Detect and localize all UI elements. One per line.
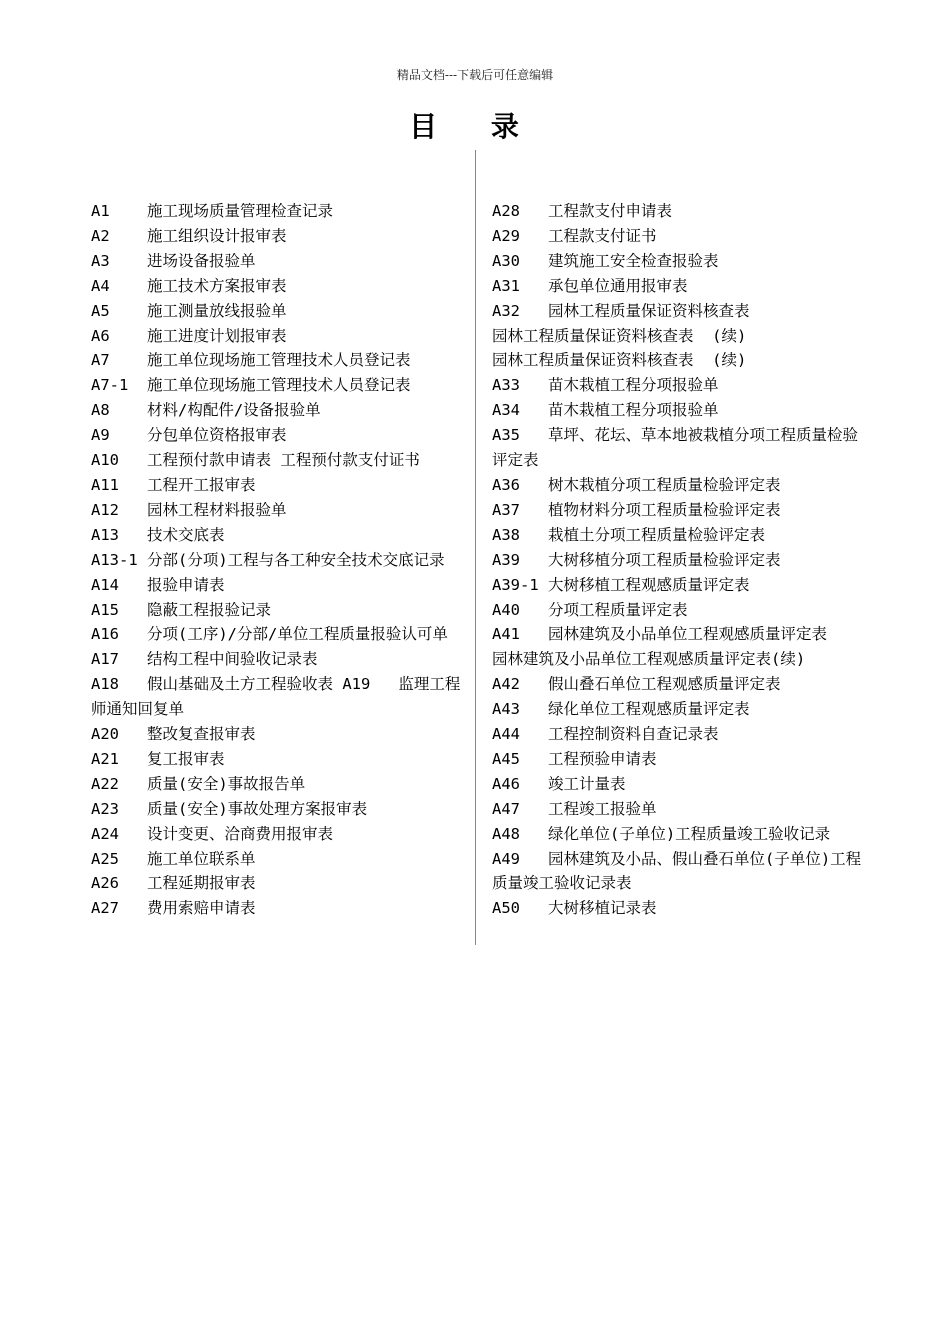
- toc-entry: A26 工程延期报审表: [91, 874, 256, 893]
- toc-entry: A20 整改复查报审表: [91, 725, 256, 744]
- toc-entry: A25 施工单位联系单: [91, 849, 256, 868]
- toc-entry: A16 分项(工序)/分部/单位工程质量报验认可单: [91, 625, 448, 644]
- toc-entry: A8 材料/构配件/设备报验单: [91, 401, 321, 420]
- toc-entry: A45 工程预验申请表: [492, 749, 657, 768]
- toc-entry: A1 施工现场质量管理检查记录: [91, 202, 333, 220]
- toc-entry: 园林工程质量保证资料核查表 (续): [492, 326, 747, 345]
- toc-entry: A40 分项工程质量评定表: [492, 600, 688, 619]
- toc-entry: A27 费用索赔申请表: [91, 899, 256, 918]
- toc-entry: A47 工程竣工报验单: [492, 799, 657, 818]
- toc-entry: 园林建筑及小品单位工程观感质量评定表(续): [492, 650, 806, 669]
- toc-entry: A33 苗木栽植工程分项报验单: [492, 376, 719, 395]
- page-header: 精品文档---下载后可任意编辑: [396, 68, 554, 82]
- toc-entry: A6 施工进度计划报审表: [91, 326, 287, 345]
- toc-entry: A4 施工技术方案报审表: [91, 276, 287, 295]
- toc-entry: A12 园林工程材料报验单: [91, 500, 287, 519]
- toc-entry: A7-1 施工单位现场施工管理技术人员登记表: [91, 376, 411, 395]
- toc-entry: A35 草坪、花坛、草本地被栽植分项工程质量检验评定表: [492, 426, 858, 470]
- toc-entry: A3 进场设备报验单: [91, 251, 256, 270]
- toc-entry: A13 技术交底表: [91, 525, 225, 544]
- toc-entry: A30 建筑施工安全检查报验表: [492, 251, 719, 270]
- toc-entry: A50 大树移植记录表: [492, 899, 657, 918]
- toc-entry: A44 工程控制资料自查记录表: [492, 725, 719, 744]
- toc-right-column: [492, 199, 864, 921]
- toc-entry: A11 工程开工报审表: [91, 475, 256, 494]
- toc-entry: A15 隐蔽工程报验记录: [91, 600, 271, 619]
- toc-entry: A32 园林工程质量保证资料核查表: [492, 301, 750, 320]
- toc-entry: A29 工程款支付证书: [492, 226, 657, 245]
- toc-entry: A41 园林建筑及小品单位工程观感质量评定表: [492, 625, 827, 644]
- toc-entry: A21 复工报审表: [91, 749, 225, 768]
- toc-entry: A9 分包单位资格报审表: [91, 426, 287, 445]
- toc-entry: A17 结构工程中间验收记录表: [91, 650, 318, 669]
- toc-entry: A46 竣工计量表: [492, 774, 626, 793]
- toc-entry: A5 施工测量放线报验单: [91, 301, 287, 320]
- toc-entry: 园林工程质量保证资料核查表 (续): [492, 351, 747, 370]
- toc-entry: A31 承包单位通用报审表: [492, 276, 688, 295]
- toc-entry: A18 假山基础及土方工程验收表 A19 监理工程师通知回复单: [91, 675, 461, 719]
- page-title: 目 录: [409, 110, 541, 143]
- toc-entry: A43 绿化单位工程观感质量评定表: [492, 700, 750, 719]
- toc-entry: A49 园林建筑及小品、假山叠石单位(子单位)工程质量竣工验收记录表: [492, 849, 862, 893]
- toc-entry: A34 苗木栽植工程分项报验单: [492, 401, 719, 420]
- toc-entry: A22 质量(安全)事故报告单: [91, 774, 306, 793]
- toc-entry: A23 质量(安全)事故处理方案报审表: [91, 799, 368, 818]
- toc-entry: A7 施工单位现场施工管理技术人员登记表: [91, 351, 411, 370]
- toc-entry: A10 工程预付款申请表 工程预付款支付证书: [91, 451, 420, 470]
- toc-entry: A13-1 分部(分项)工程与各工种安全技术交底记录: [91, 550, 445, 569]
- toc-entry: A39-1 大树移植工程观感质量评定表: [492, 575, 750, 594]
- toc-entry: A42 假山叠石单位工程观感质量评定表: [492, 675, 781, 694]
- toc-entry: A39 大树移植分项工程质量检验评定表: [492, 550, 781, 569]
- toc-entry: A37 植物材料分项工程质量检验评定表: [492, 500, 781, 519]
- toc-entry: A28 工程款支付申请表: [492, 202, 672, 220]
- toc-entry: A36 树木栽植分项工程质量检验评定表: [492, 475, 781, 494]
- toc-entry: A2 施工组织设计报审表: [91, 226, 287, 245]
- toc-entry: A14 报验申请表: [91, 575, 225, 594]
- toc-entry: A38 栽植土分项工程质量检验评定表: [492, 525, 765, 544]
- toc-left-column: [91, 199, 461, 921]
- toc-entry: A24 设计变更、洽商费用报审表: [91, 824, 333, 843]
- column-divider: [475, 150, 476, 945]
- toc-entry: A48 绿化单位(子单位)工程质量竣工验收记录: [492, 824, 831, 843]
